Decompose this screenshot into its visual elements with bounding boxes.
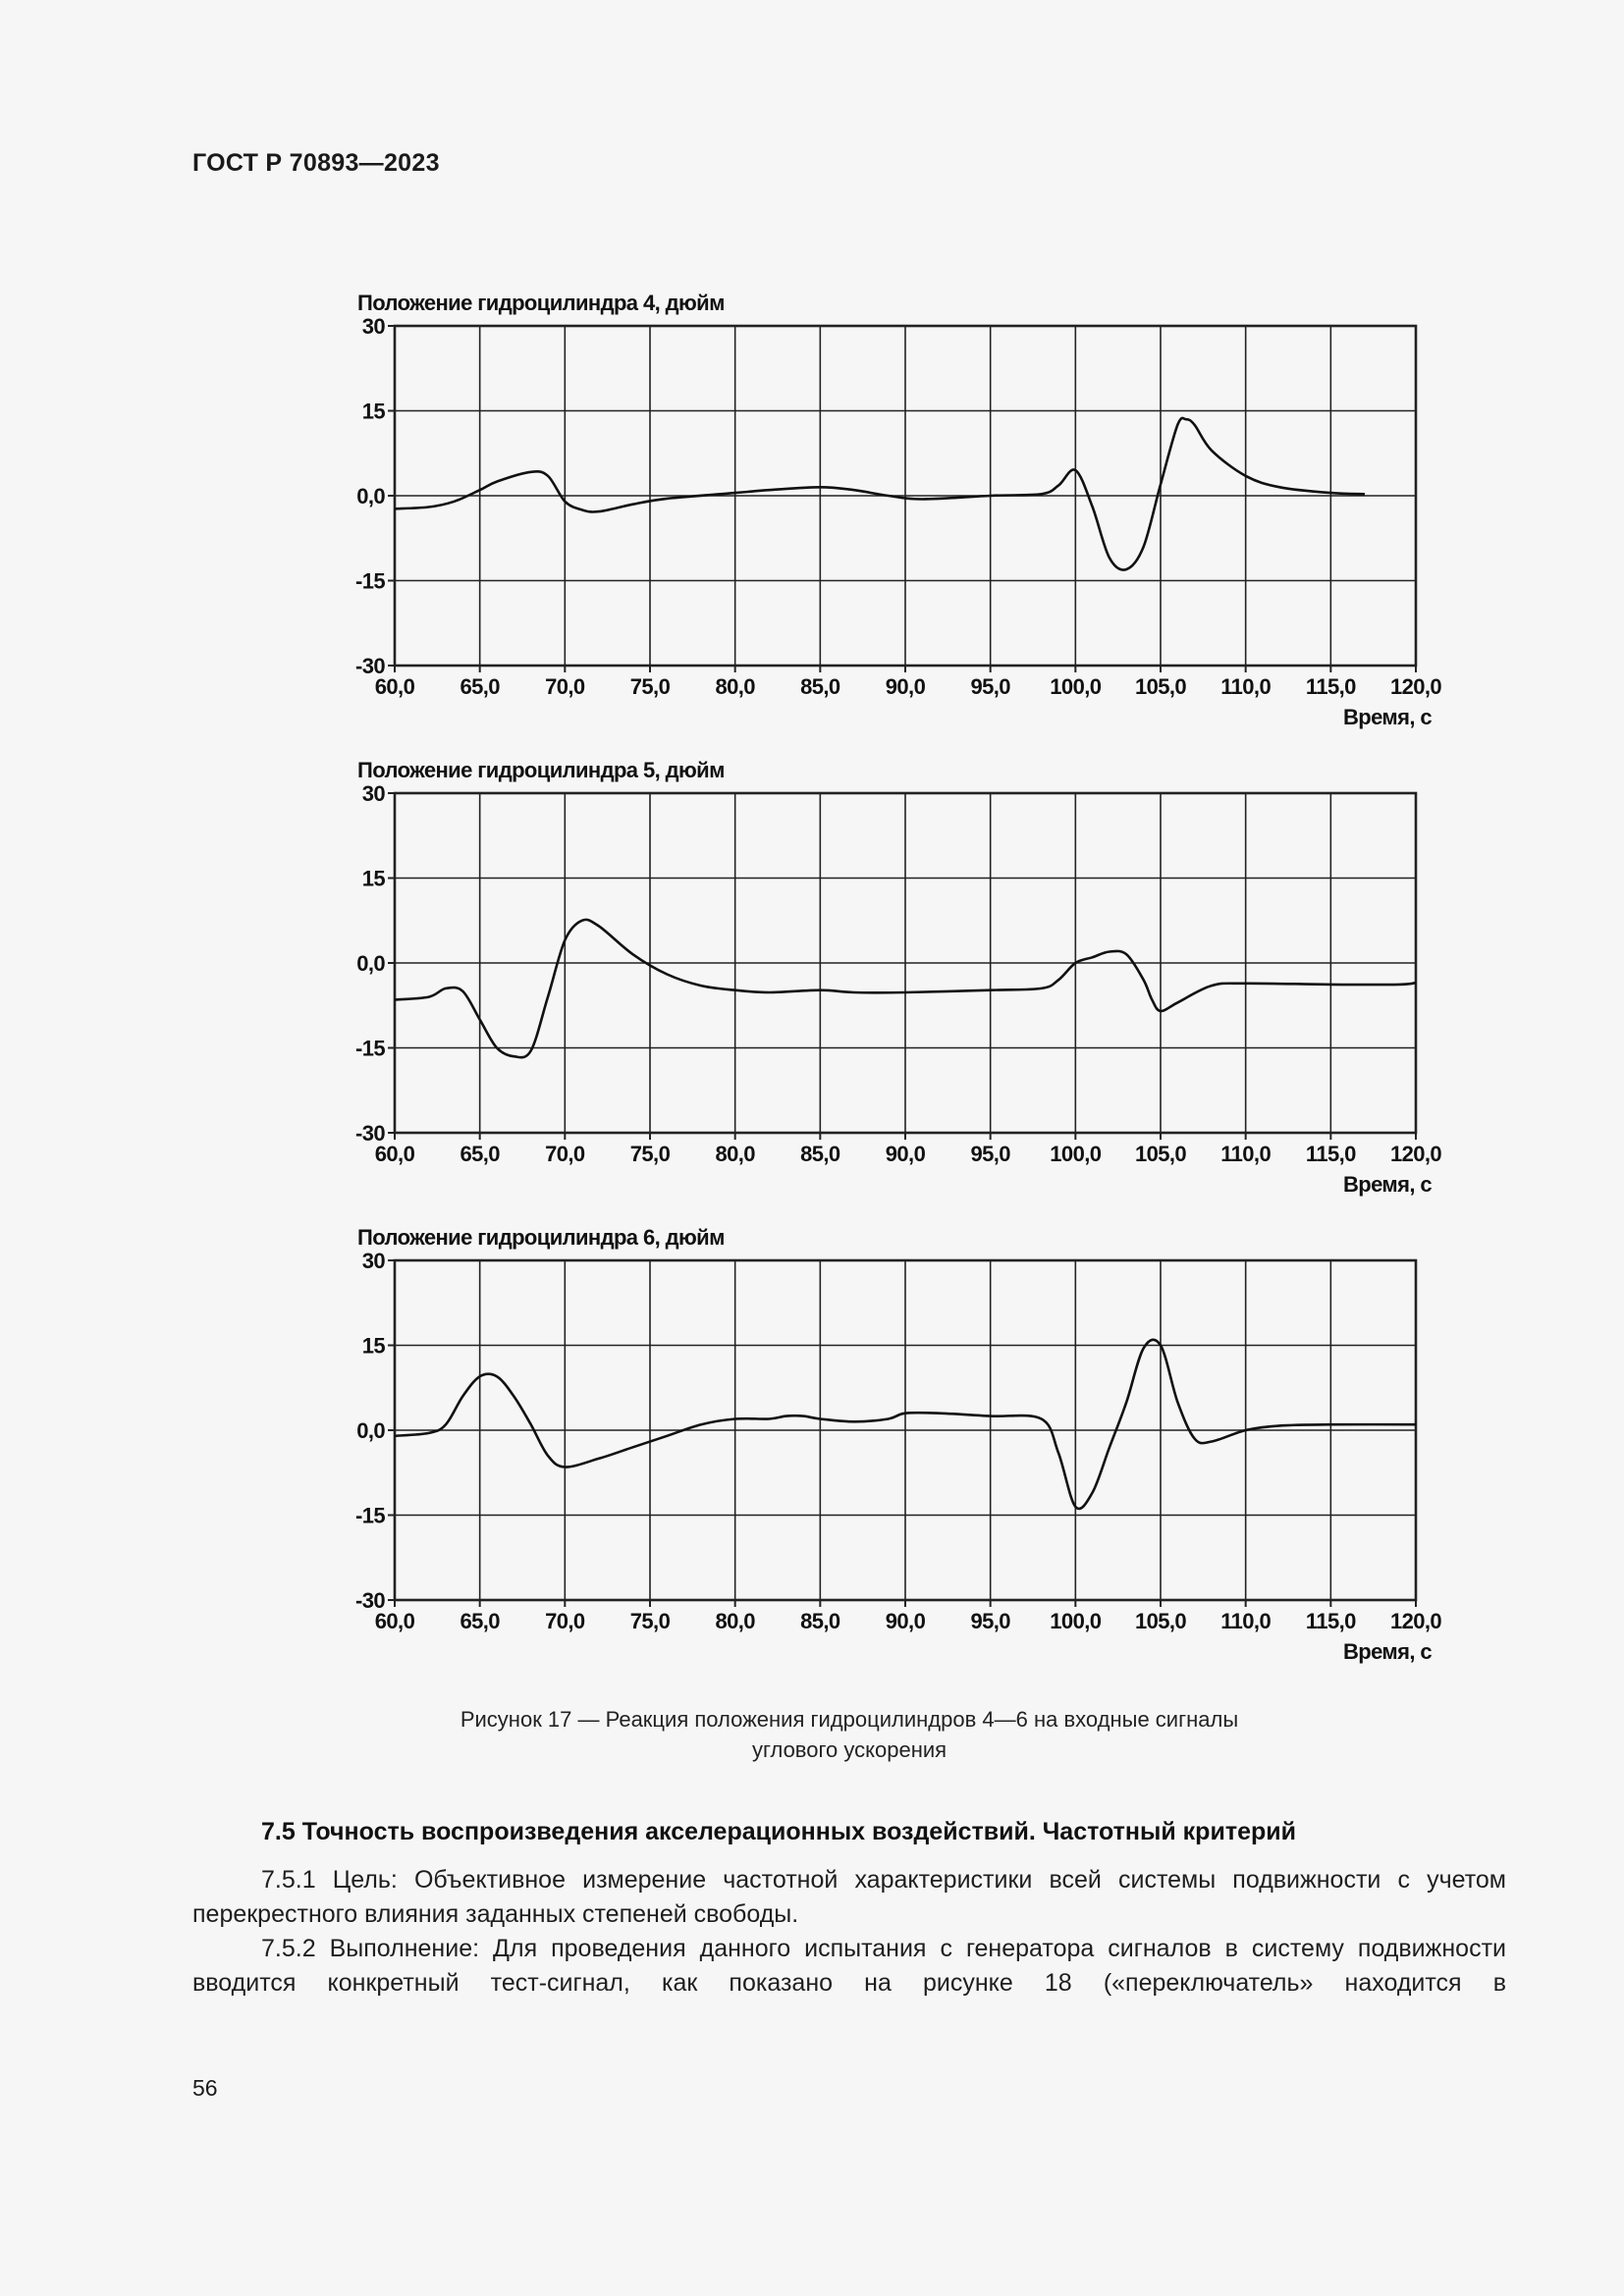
x-tick-label: 70,0 bbox=[545, 1142, 585, 1166]
chart-cylinder-4 bbox=[324, 283, 1463, 734]
page-number: 56 bbox=[192, 2075, 218, 2101]
x-tick-label: 105,0 bbox=[1134, 674, 1187, 699]
x-tick-label: 65,0 bbox=[460, 1142, 500, 1166]
y-tick-label: 30 bbox=[361, 314, 385, 339]
y-tick-label: -30 bbox=[355, 1588, 385, 1613]
x-tick-label: 115,0 bbox=[1305, 1142, 1356, 1166]
x-tick-label: 75,0 bbox=[629, 1142, 671, 1166]
series-line bbox=[395, 418, 1365, 570]
x-tick-label: 90,0 bbox=[885, 674, 926, 699]
x-tick-label: 70,0 bbox=[545, 674, 585, 699]
y-tick-label: -30 bbox=[355, 1121, 385, 1146]
x-tick-label: 100,0 bbox=[1050, 674, 1102, 699]
x-tick-label: 80,0 bbox=[715, 674, 755, 699]
x-tick-label: 120,0 bbox=[1389, 1609, 1442, 1633]
x-tick-label: 120,0 bbox=[1389, 1142, 1442, 1166]
x-tick-label: 95,0 bbox=[970, 1609, 1010, 1633]
y-tick-label: 0,0 bbox=[356, 1418, 385, 1443]
x-tick-label: 90,0 bbox=[885, 1142, 926, 1166]
x-tick-label: 70,0 bbox=[545, 1609, 585, 1633]
chart-cylinder-5 bbox=[324, 750, 1463, 1201]
y-tick-label: 15 bbox=[361, 866, 385, 891]
x-tick-label: 115,0 bbox=[1305, 1609, 1356, 1633]
x-tick-label: 60,0 bbox=[374, 1609, 415, 1633]
x-tick-label: 105,0 bbox=[1134, 1609, 1187, 1633]
x-tick-label: 110,0 bbox=[1220, 674, 1272, 699]
x-tick-label: 65,0 bbox=[460, 674, 500, 699]
chart-title: Положение гидроцилиндра 6, дюйм bbox=[357, 1225, 725, 1250]
chart-cylinder-6-svg bbox=[324, 1217, 1463, 1669]
x-axis-label: Время, с bbox=[1342, 705, 1432, 729]
x-axis-label: Время, с bbox=[1342, 1172, 1432, 1197]
x-tick-label: 60,0 bbox=[374, 1142, 415, 1166]
x-tick-label: 110,0 bbox=[1220, 1609, 1272, 1633]
x-tick-label: 120,0 bbox=[1389, 674, 1442, 699]
x-tick-label: 80,0 bbox=[715, 1609, 755, 1633]
section-title: 7.5 Точность воспроизведения акселерационных воздействий. Частотный критерий bbox=[261, 1818, 1296, 1845]
x-tick-label: 95,0 bbox=[970, 1142, 1010, 1166]
y-tick-label: 0,0 bbox=[356, 484, 385, 508]
paragraph-7-5-2: 7.5.2 Выполнение: Для проведения данного испытания с генератора сигналов в систему подвижности вводится конкретный тест-сигнал, как показано на рисунке 18 («переключатель» находится в bbox=[192, 1935, 1506, 1997]
y-tick-label: -30 bbox=[355, 654, 385, 678]
x-tick-label: 105,0 bbox=[1134, 1142, 1187, 1166]
x-tick-label: 85,0 bbox=[800, 674, 840, 699]
figure-caption-line-1: Рисунок 17 — Реакция положения гидроцилиндров 4—6 на входные сигналы bbox=[460, 1707, 1239, 1732]
x-tick-label: 75,0 bbox=[629, 1609, 671, 1633]
paragraph-7-5-1: 7.5.1 Цель: Объективное измерение частотной характеристики всей системы подвижности с учетом перекрестного влияния заданных степеней свободы. bbox=[192, 1866, 1506, 1928]
document-header: ГОСТ Р 70893—2023 bbox=[192, 149, 440, 177]
chart-title: Положение гидроцилиндра 4, дюйм bbox=[357, 291, 725, 315]
x-tick-label: 65,0 bbox=[460, 1609, 500, 1633]
x-tick-label: 60,0 bbox=[374, 674, 415, 699]
x-tick-label: 85,0 bbox=[800, 1609, 840, 1633]
y-tick-label: 15 bbox=[361, 399, 385, 424]
y-tick-label: 15 bbox=[361, 1333, 385, 1359]
figure-caption-line-2: углового ускорения bbox=[751, 1737, 947, 1762]
x-tick-label: 100,0 bbox=[1050, 1142, 1102, 1166]
y-tick-label: 0,0 bbox=[356, 951, 385, 976]
chart-title: Положение гидроцилиндра 5, дюйм bbox=[357, 758, 725, 782]
y-tick-label: -15 bbox=[355, 1036, 385, 1061]
x-tick-label: 85,0 bbox=[800, 1142, 840, 1166]
chart-cylinder-6 bbox=[324, 1217, 1463, 1669]
x-axis-label: Время, с bbox=[1342, 1639, 1432, 1664]
chart-cylinder-4-svg bbox=[324, 283, 1463, 734]
y-tick-label: 30 bbox=[361, 781, 385, 806]
x-tick-label: 110,0 bbox=[1220, 1142, 1272, 1166]
x-tick-label: 90,0 bbox=[885, 1609, 926, 1633]
x-tick-label: 80,0 bbox=[715, 1142, 755, 1166]
x-tick-label: 115,0 bbox=[1305, 674, 1356, 699]
y-tick-label: -15 bbox=[355, 1503, 385, 1528]
figure-caption bbox=[295, 1704, 1404, 1765]
y-tick-label: -15 bbox=[355, 568, 385, 594]
y-tick-label: 30 bbox=[361, 1249, 385, 1273]
x-tick-label: 75,0 bbox=[629, 674, 671, 699]
x-tick-label: 95,0 bbox=[970, 674, 1010, 699]
x-tick-label: 100,0 bbox=[1050, 1609, 1102, 1633]
chart-cylinder-5-svg bbox=[324, 750, 1463, 1201]
